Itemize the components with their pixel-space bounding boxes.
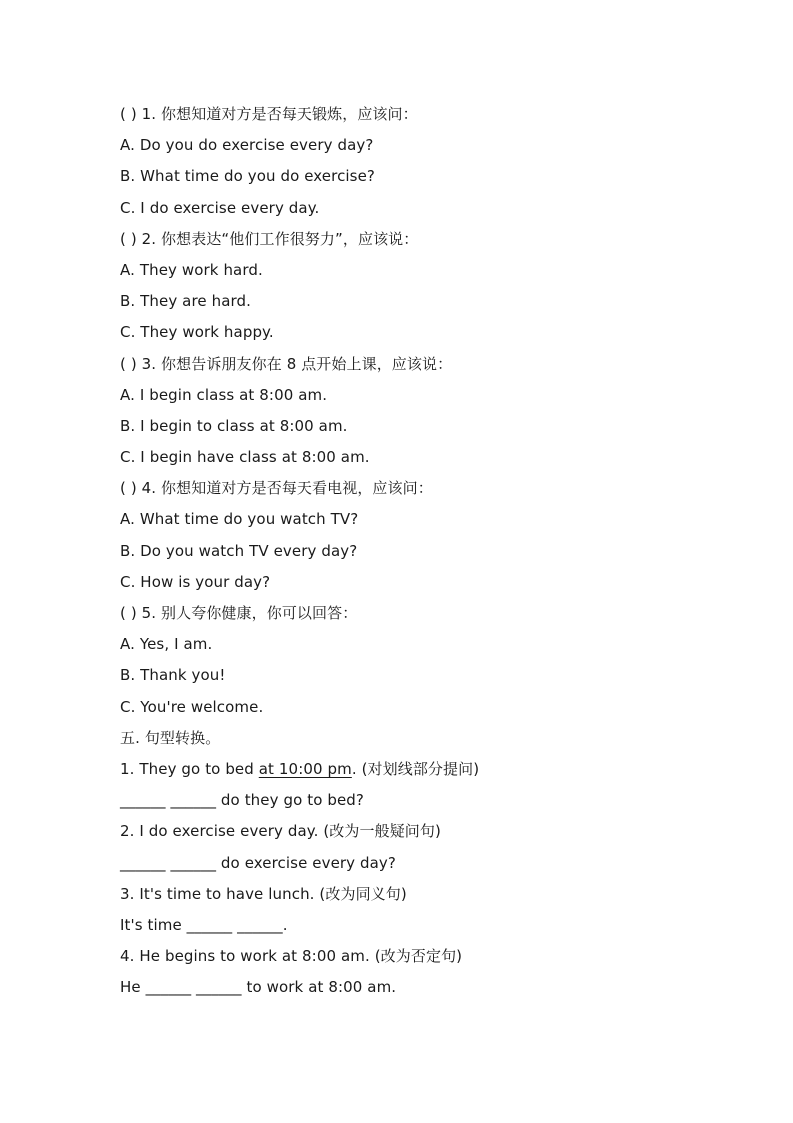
section-title: 五. 句型转换。 (120, 728, 221, 747)
option-3b: B. I begin to class at 8:00 am. (120, 416, 348, 435)
transform-question-4: 4. He begins to work at 8:00 am. (改为否定句) (120, 947, 463, 966)
question-instruction: . (对划线部分提问) (351, 759, 480, 778)
option-2c: C. They work happy. (120, 323, 274, 342)
transform-question-3: 3. It's time to have lunch. (改为同义句) (120, 884, 407, 903)
answer-line-3: It's time ______ ______. (120, 915, 288, 934)
answer-line-2: ______ ______ do exercise every day? (120, 853, 396, 872)
question-stem-4: ( ) 4. 你想知道对方是否每天看电视，应该问： (120, 479, 433, 498)
option-4b: B. Do you watch TV every day? (120, 541, 358, 560)
answer-line-1: ______ ______ do they go to bed? (120, 791, 364, 810)
option-2a: A. They work hard. (120, 260, 263, 279)
transform-question-1 (120, 754, 740, 785)
question-stem-5: ( ) 5. 别人夸你健康，你可以回答： (120, 604, 358, 622)
option-1a: A. Do you do exercise every day? (120, 136, 374, 155)
option-1b: B. What time do you do exercise? (120, 167, 375, 186)
question-text: 1. They go to bed (120, 759, 259, 778)
question-stem-1: ( ) 1. 你想知道对方是否每天锻炼，应该问： (120, 105, 418, 123)
question-stem-3: ( ) 3. 你想告诉朋友你在 8 点开始上课，应该说： (120, 354, 453, 373)
option-3c: C. I begin have class at 8:00 am. (120, 448, 370, 467)
answer-line-4: He ______ ______ to work at 8:00 am. (120, 978, 397, 997)
option-5b: B. Thank you! (120, 666, 226, 685)
transform-question-2: 2. I do exercise every day. (改为一般疑问句) (120, 822, 441, 841)
question-stem-2: ( ) 2. 你想表达“他们工作很努力”，应该说： (120, 229, 419, 248)
option-5c: C. You're welcome. (120, 697, 264, 716)
option-5a: A. Yes, I am. (120, 635, 213, 654)
option-2b: B. They are hard. (120, 292, 251, 311)
option-1c: C. I do exercise every day. (120, 198, 320, 217)
option-4c: C. How is your day? (120, 572, 271, 591)
option-4a: A. What time do you watch TV? (120, 510, 359, 529)
underlined-part: at 10:00 pm (258, 759, 352, 778)
worksheet (120, 99, 740, 1003)
option-3a: A. I begin class at 8:00 am. (120, 385, 328, 404)
